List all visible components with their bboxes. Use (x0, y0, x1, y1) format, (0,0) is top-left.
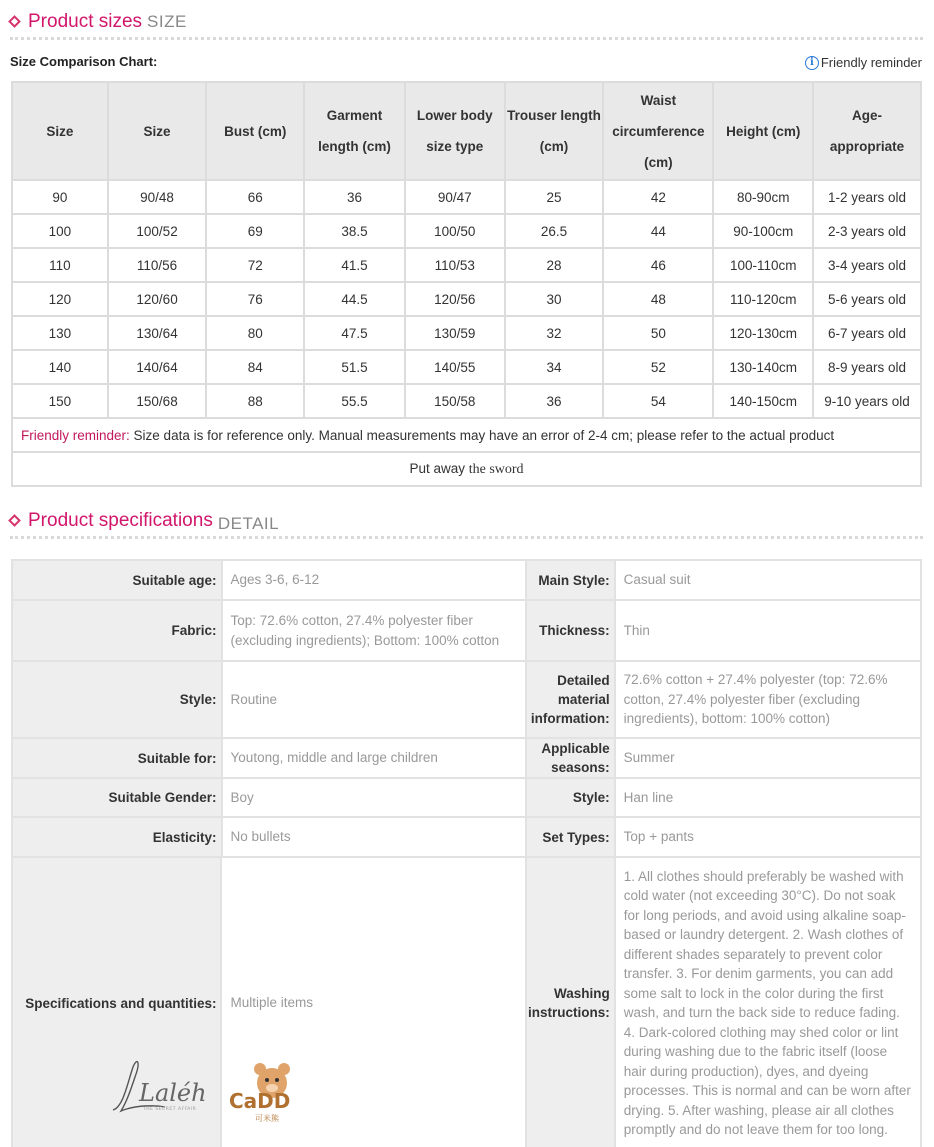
spec-label: Suitable Gender: (13, 779, 221, 816)
spec-label: Main Style: (527, 561, 614, 599)
spec-row (13, 739, 920, 779)
table-cell: 32 (505, 316, 604, 350)
table-cell: 90-100cm (713, 214, 813, 248)
size-table-header-cell (505, 82, 604, 180)
table-cell: 8-9 years old (813, 350, 921, 384)
size-chart-label: Size Comparison Chart: (10, 54, 158, 69)
spec-label: Washing instructions: (527, 858, 614, 1147)
spec-value: Thin (614, 601, 920, 660)
logo-brand: CaDD (229, 1089, 291, 1113)
logo-script: Laléh (139, 1079, 207, 1107)
header-line: appropriate (829, 139, 905, 154)
spec-label: Style: (527, 779, 614, 816)
table-cell: 100/52 (108, 214, 207, 248)
size-table-header-cell (713, 82, 813, 180)
spec-label: Specifications and quantities: (13, 858, 220, 1147)
spec-value: Ages 3-6, 6-12 (221, 561, 527, 599)
table-cell: 28 (505, 248, 604, 282)
table-cell: 66 (206, 180, 304, 214)
header-line: (cm) (539, 139, 569, 154)
header-line: Age- (852, 108, 883, 123)
table-cell: 110/56 (108, 248, 207, 282)
table-cell: 130 (12, 316, 108, 350)
size-table-header-cell (603, 82, 713, 180)
table-cell: 34 (505, 350, 604, 384)
table-row (12, 282, 921, 316)
spec-value: Han line (614, 779, 920, 816)
table-cell: 100-110cm (713, 248, 813, 282)
table-cell: 90/47 (405, 180, 505, 214)
size-table-header-cell (405, 82, 505, 180)
size-table (11, 81, 922, 487)
table-row (12, 316, 921, 350)
table-cell: 120/56 (405, 282, 505, 316)
table-row (12, 248, 921, 282)
table-cell: 130/59 (405, 316, 505, 350)
table-cell: 36 (505, 384, 604, 418)
header-line: Lower body (416, 108, 493, 123)
header-line: (cm) (644, 154, 673, 170)
section-divider (10, 536, 923, 539)
table-cell: 80 (206, 316, 304, 350)
section-divider (10, 37, 923, 40)
logo-brand-cn: 可米熊 (255, 1114, 279, 1123)
table-cell: 25 (505, 180, 604, 214)
spec-row (13, 561, 920, 601)
size-table-header-cell (12, 82, 108, 180)
note-text: Size data is for reference only. Manual measurements may have an error of 2-4 cm; please refer to the actual product (129, 427, 835, 443)
table-cell: 150 (12, 384, 108, 418)
table-cell: 140 (12, 350, 108, 384)
size-note (12, 418, 921, 452)
spec-value: 72.6% cotton + 27.4% polyester (top: 72.6% cotton, 27.4% polyester fiber (excluding ingredients), bottom: 100% cotton) (614, 662, 920, 737)
table-cell: 44.5 (304, 282, 405, 316)
table-cell: 150/68 (108, 384, 207, 418)
table-cell: 88 (206, 384, 304, 418)
table-cell: 120 (12, 282, 108, 316)
put-away-text: Put away (409, 460, 465, 476)
table-row (12, 214, 921, 248)
table-cell: 130/64 (108, 316, 207, 350)
spec-value: No bullets (221, 818, 527, 856)
spec-row (13, 818, 920, 858)
put-away-serif: the sword (468, 461, 524, 477)
note-highlight: Friendly reminder: (21, 427, 130, 443)
table-cell: 5-6 years old (813, 282, 921, 316)
table-cell: 47.5 (304, 316, 405, 350)
specs-section-header (10, 510, 923, 532)
sizes-title-en: SIZE (147, 12, 187, 31)
table-cell: 150/58 (405, 384, 505, 418)
table-cell: 140-150cm (713, 384, 813, 418)
header-line: Trouser length (507, 108, 601, 123)
spec-row (13, 601, 920, 662)
spec-value: Youtong, middle and large children (221, 739, 527, 777)
spec-label: Style: (13, 662, 221, 737)
friendly-reminder-label: Friendly reminder (820, 55, 922, 70)
table-cell: 38.5 (304, 214, 405, 248)
sizes-section-header (10, 11, 923, 33)
header-line: Bust (cm) (224, 123, 287, 139)
spec-row (13, 779, 920, 818)
table-cell: 84 (206, 350, 304, 384)
table-cell: 42 (603, 180, 713, 214)
table-cell: 90 (12, 180, 108, 214)
table-cell: 36 (304, 180, 405, 214)
table-cell: 76 (206, 282, 304, 316)
header-line: size type (426, 139, 484, 154)
table-cell: 100/50 (405, 214, 505, 248)
size-table-header-cell (206, 82, 304, 180)
table-row (12, 350, 921, 384)
table-cell: 54 (603, 384, 713, 418)
specs-title: Product specifications DETAIL (28, 510, 280, 533)
spec-value: Summer (614, 739, 920, 777)
diamond-icon (8, 15, 21, 28)
spec-label: Suitable age: (13, 561, 221, 599)
table-cell: 120-130cm (713, 316, 813, 350)
brand-logo (105, 1055, 315, 1125)
size-note-row (12, 418, 921, 452)
spec-value: Routine (221, 662, 527, 737)
table-cell: 110/53 (405, 248, 505, 282)
table-cell: 9-10 years old (813, 384, 921, 418)
spec-label: Thickness: (527, 601, 614, 660)
logo-tagline: THE SECRET AFFAIR (143, 1107, 197, 1112)
spec-value: Top: 72.6% cotton, 27.4% polyester fiber (excluding ingredients); Bottom: 100% cotton (221, 601, 527, 660)
table-cell: 50 (603, 316, 713, 350)
table-cell: 52 (603, 350, 713, 384)
spec-value: Boy (221, 779, 527, 816)
table-cell: 80-90cm (713, 180, 813, 214)
spec-label: Fabric: (13, 601, 221, 660)
table-cell: 72 (206, 248, 304, 282)
friendly-reminder-tag (805, 55, 922, 70)
header-line: Garment (326, 108, 383, 123)
put-away-row (12, 452, 921, 486)
header-line: Height (cm) (726, 123, 801, 139)
header-line: length (cm) (318, 139, 391, 154)
table-cell: 1-2 years old (813, 180, 921, 214)
table-row (12, 180, 921, 214)
table-cell: 30 (505, 282, 604, 316)
diamond-icon (8, 514, 21, 527)
info-icon: i (805, 56, 819, 70)
spec-value: Multiple items (220, 858, 526, 1147)
spec-label: Detailed material information: (527, 662, 614, 737)
table-cell: 100 (12, 214, 108, 248)
table-cell: 2-3 years old (813, 214, 921, 248)
header-line: Size (143, 123, 171, 139)
size-table-header-cell (813, 82, 921, 180)
table-cell: 6-7 years old (813, 316, 921, 350)
table-cell: 130-140cm (713, 350, 813, 384)
table-cell: 55.5 (304, 384, 405, 418)
table-cell: 110 (12, 248, 108, 282)
table-cell: 110-120cm (713, 282, 813, 316)
header-line: Size (46, 123, 74, 139)
table-cell: 69 (206, 214, 304, 248)
table-cell: 46 (603, 248, 713, 282)
spec-label: Set Types: (527, 818, 614, 856)
spec-value: 1. All clothes should preferably be washed with cold water (not exceeding 30°C). Do not soak for long periods, and avoid using alkaline soap-based or laundry detergent. 2. Wash clothes of different shades separately to prevent color transfer. 3. For denim garments, you can add some salt to lock in the color during the first wash, and turn the back side to reduce fading. 4. Dark-colored clothing may shed color or lint during washing due to the fabric itself (loose hair during production), dyes, and dyeing processes. This is normal and can be worn after drying. 5. After washing, please air all clothes promptly and do not leave them for too long. (614, 858, 920, 1147)
table-cell: 120/60 (108, 282, 207, 316)
spec-row (13, 662, 920, 739)
table-cell: 51.5 (304, 350, 405, 384)
specs-title-en: DETAIL (217, 514, 280, 533)
spec-value: Top + pants (614, 818, 920, 856)
table-cell: 140/64 (108, 350, 207, 384)
sizes-title: Product sizes SIZE (28, 11, 187, 32)
table-row (12, 384, 921, 418)
spec-label: Applicable seasons: (527, 739, 614, 777)
table-cell: 26.5 (505, 214, 604, 248)
size-table-header-cell (304, 82, 405, 180)
size-table-header-cell (108, 82, 207, 180)
table-cell: 3-4 years old (813, 248, 921, 282)
spec-value: Casual suit (614, 561, 920, 599)
table-cell: 41.5 (304, 248, 405, 282)
table-cell: 48 (603, 282, 713, 316)
table-cell: 140/55 (405, 350, 505, 384)
spec-label: Suitable for: (13, 739, 221, 777)
table-cell: 44 (603, 214, 713, 248)
header-line: Waist (640, 92, 677, 108)
size-table-header (12, 82, 921, 180)
header-line: circumference (612, 123, 705, 139)
table-cell: 90/48 (108, 180, 207, 214)
spec-label: Elasticity: (13, 818, 221, 856)
put-away-link[interactable] (12, 452, 921, 486)
